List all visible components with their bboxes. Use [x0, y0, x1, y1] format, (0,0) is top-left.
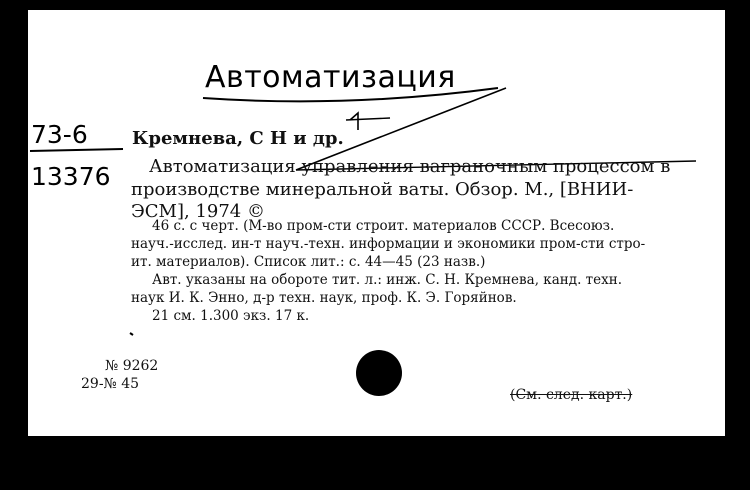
title-line-2: производстве минеральной ваты. Обзор. М., [ВНИИ-: [131, 179, 634, 200]
scan-edge: [730, 0, 750, 10]
correction-mark: [350, 113, 358, 130]
call-number: 73-6: [31, 120, 88, 149]
see-next-card: (См. след. карт.): [510, 387, 633, 403]
title-line-3: ЭСМ], 1974 ©: [131, 201, 265, 222]
shelf-number: 29-№ 45: [81, 376, 140, 392]
description-line-3: ит. материалов). Список лит.: с. 44—45 (23 назв.): [131, 254, 486, 270]
subject-heading: Автоматизация: [205, 60, 456, 95]
accession-number: № 9262: [105, 358, 159, 374]
call-number-divider: [30, 149, 123, 151]
description-line-4: Авт. указаны на обороте тит. л.: инж. С. Н. Кремнева, канд. техн.: [152, 272, 623, 288]
inventory-number: 13376: [31, 162, 111, 191]
catalog-card: [28, 10, 725, 436]
title-line-1: Автоматизация управления ваграночным процессом в: [149, 156, 671, 177]
description-line-2: науч.-исслед. ин-т науч.-техн. информации и экономики пром-сти стро-: [131, 236, 646, 252]
description-line-1: 46 с. с черт. (М-во пром-сти строит. материалов СССР. Всесоюз.: [152, 218, 615, 234]
punch-hole: [356, 350, 402, 396]
description-line-6: 21 см. 1.300 экз. 17 к.: [152, 308, 310, 324]
description-line-5: наук И. К. Энно, д-р техн. наук, проф. К. Э. Горяйнов.: [131, 290, 517, 306]
author-line: Кремнева, С Н и др.: [132, 128, 344, 149]
